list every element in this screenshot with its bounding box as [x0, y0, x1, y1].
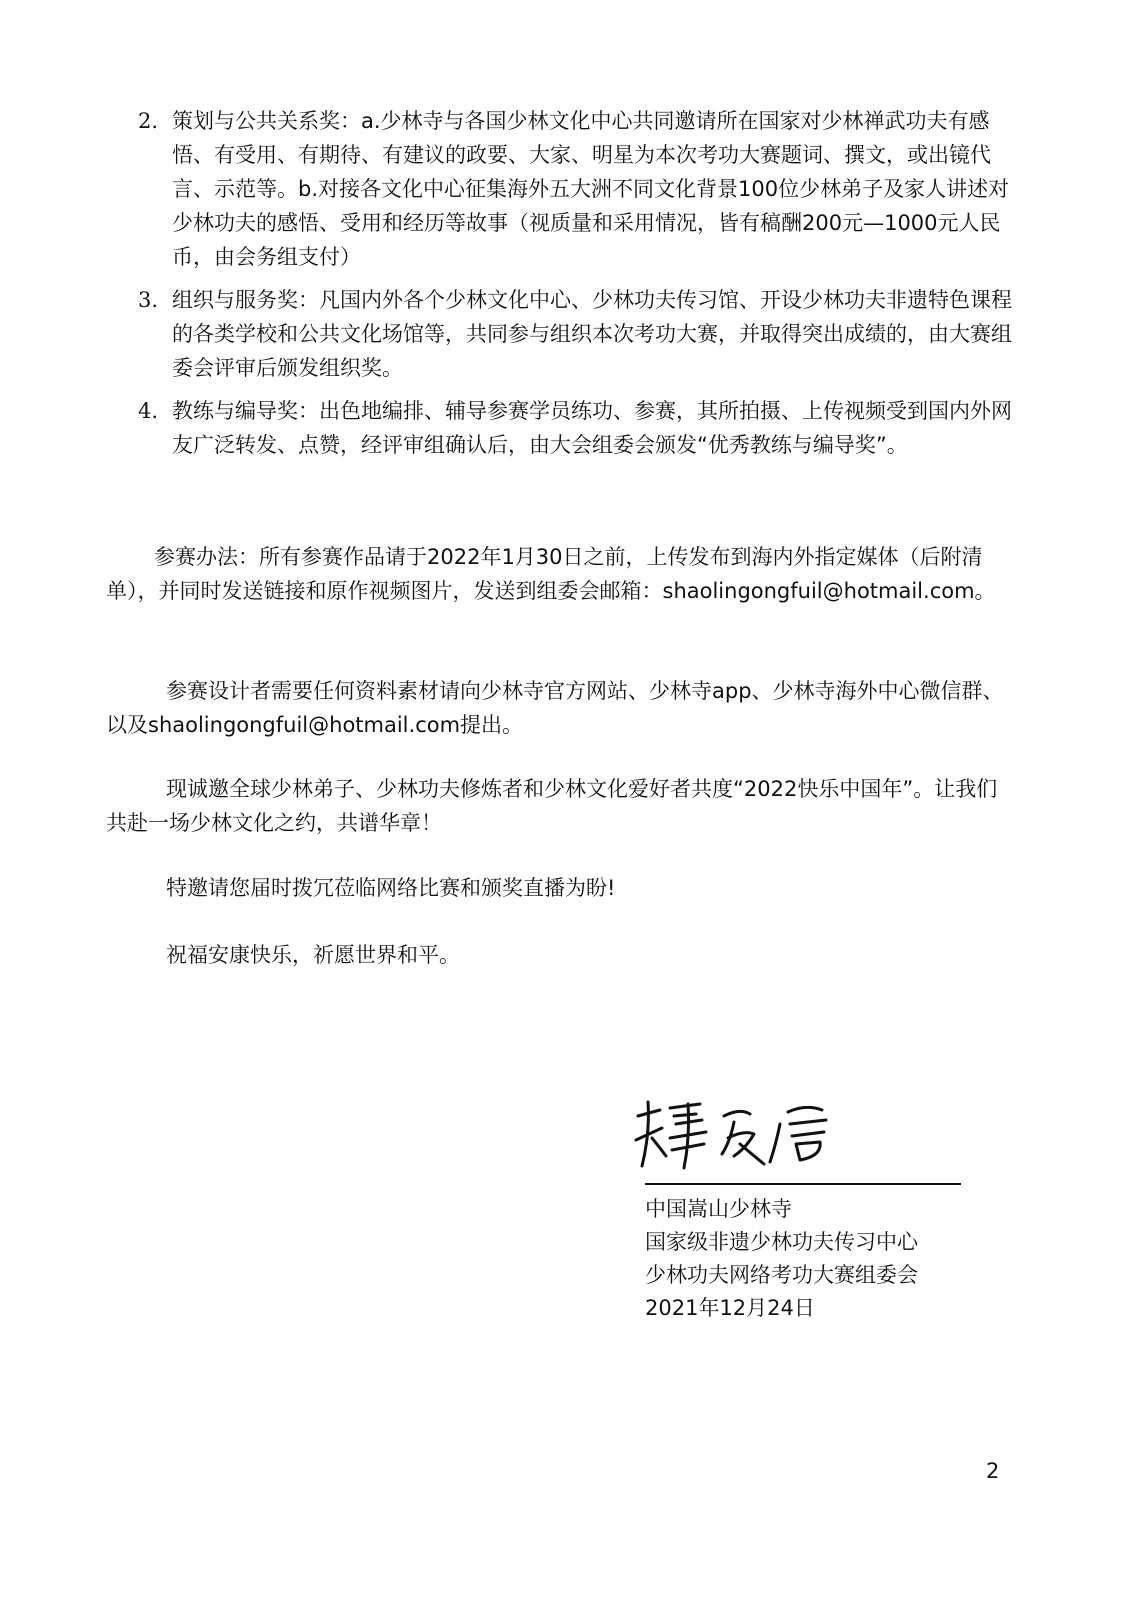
page-number: 2 — [986, 1459, 1000, 1483]
org-temple: 中国嵩山少林寺 — [645, 1197, 792, 1221]
award-item-coach — [138, 394, 1018, 462]
materials-paragraph: 参赛设计者需要任何资料素材请向少林寺官方网站、少林寺app、少林寺海外中心微信群、以及shaolingongfuil@hotmail.com提出。 — [106, 679, 1004, 737]
award-item-organization — [138, 283, 1018, 385]
award-text: 教练与编导奖：出色地编排、辅导参赛学员练功、参赛，其所拍摄、上传视频受到国内外网友广泛转发、点赞，经评审组确认后，由大会组委会颁发“优秀教练与编导奖”。 — [172, 399, 1012, 457]
list-number: 3. — [138, 288, 159, 312]
list-number: 2. — [138, 109, 159, 133]
award-item-planning — [138, 104, 1018, 274]
award-text: 组织与服务奖：凡国内外各个少林文化中心、少林功夫传习馆、开设少林功夫非遗特色课程的各类学校和公共文化场馆等，共同参与组织本次考功大赛，并取得突出成绩的，由大赛组委会评审后颁发组织奖。 — [172, 288, 1012, 380]
special-invite-paragraph: 特邀请您届时拨冗莅临网络比赛和颁奖直播为盼! — [166, 876, 616, 900]
handwritten-signature — [630, 1094, 850, 1174]
org-center: 国家级非遗少林功夫传习中心 — [645, 1230, 918, 1254]
awards-list — [138, 104, 1018, 471]
entry-method-paragraph: 参赛办法：所有参赛作品请于2022年1月30日之前，上传发布到海内外指定媒体（后附清单），并同时发送链接和原作视频图片，发送到组委会邮箱：shaolingongfuil@hotmail.com。 — [106, 545, 996, 603]
org-committee: 少林功夫网络考功大赛组委会 — [645, 1263, 918, 1287]
blessing-paragraph: 祝福安康快乐，祈愿世界和平。 — [166, 943, 460, 967]
signature-line — [645, 1183, 961, 1185]
signature-block — [645, 1193, 918, 1325]
award-text: 策划与公共关系奖：a.少林寺与各国少林文化中心共同邀请所在国家对少林禅武功夫有感悟、有受用、有期待、有建议的政要、大家、明星为本次考功大赛题词、撰文，或出镜代言、示范等。b.对接各文化中心征集海外五大洲不同文化背景100位少林弟子及家人讲述对少林功夫的感悟、受用和经历等故事（视质量和采用情况，皆有稿酬200元—1000元人民币，由会务组支付） — [172, 109, 1010, 269]
invitation-paragraph: 现诚邀全球少林弟子、少林功夫修炼者和少林文化爱好者共度“2022快乐中国年”。让我们共赴一场少林文化之约，共谱华章！ — [106, 777, 998, 835]
signature-date: 2021年12月24日 — [645, 1296, 815, 1320]
list-number: 4. — [138, 399, 159, 423]
